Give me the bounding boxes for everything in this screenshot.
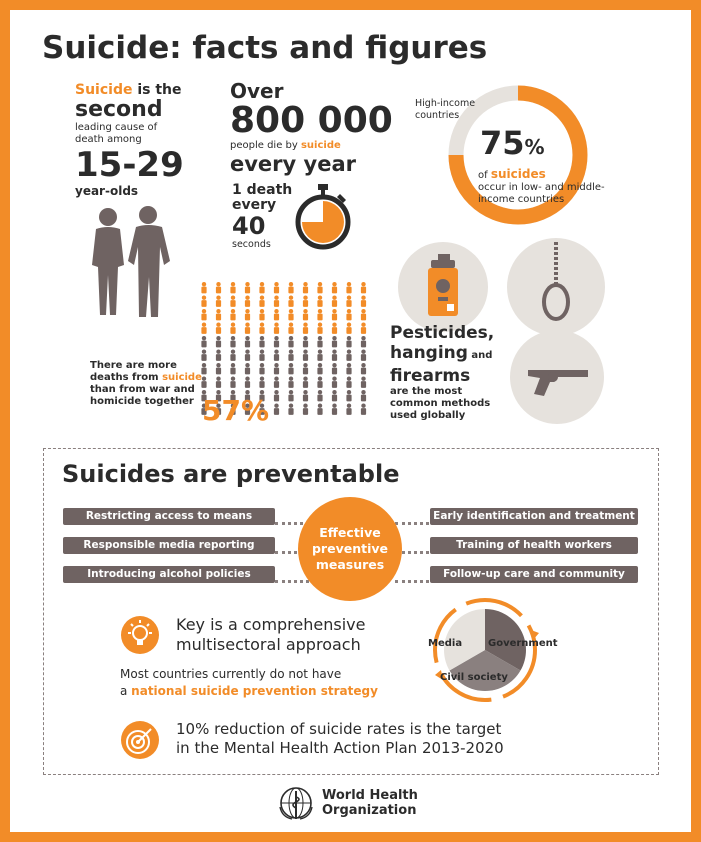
person-icon <box>303 390 308 401</box>
person-icon <box>245 336 250 347</box>
year-olds-text: year-olds <box>75 184 139 198</box>
person-icon <box>201 336 206 347</box>
person-icon <box>230 377 235 388</box>
person-icon <box>303 296 308 307</box>
national-strategy-text: national suicide prevention strategy <box>131 684 378 698</box>
key-approach-text <box>176 615 365 655</box>
person-icon <box>274 350 279 361</box>
person-icon <box>288 323 293 334</box>
person-icon <box>288 282 293 293</box>
measure-right-3: Follow-up care and community support <box>430 566 638 583</box>
person-icon <box>201 309 206 320</box>
person-icon <box>332 390 337 401</box>
pesticide-circle <box>398 242 488 332</box>
person-icon <box>346 350 351 361</box>
methods-text <box>390 323 530 422</box>
age-range: 15-29 <box>75 145 184 185</box>
person-icon <box>274 336 279 347</box>
deaths-number: 800 000 <box>230 100 393 141</box>
person-icon <box>361 323 366 334</box>
person-icon <box>245 350 250 361</box>
person-icon <box>201 296 206 307</box>
person-icon <box>216 282 221 293</box>
target-icon <box>120 720 160 760</box>
person-icon <box>332 377 337 388</box>
person-icon <box>259 296 264 307</box>
person-icon <box>303 404 308 415</box>
income-desc <box>478 168 638 206</box>
leading-cause-text: leading cause of death among <box>75 122 158 145</box>
a-text: a <box>120 684 132 698</box>
person-icon <box>346 390 351 401</box>
person-icon <box>332 323 337 334</box>
person-icon <box>317 296 322 307</box>
suicide-word-2: suicide <box>300 140 341 151</box>
target-text <box>176 720 504 758</box>
person-icon <box>361 309 366 320</box>
person-icon <box>288 296 293 307</box>
person-icon <box>274 296 279 307</box>
lightbulb-icon <box>120 615 160 655</box>
person-icon <box>346 323 351 334</box>
person-icon <box>361 336 366 347</box>
deaths-stat <box>230 80 400 176</box>
methods-desc: are the most common methods used globally <box>390 386 491 421</box>
person-icon <box>245 296 250 307</box>
percent-sign: % <box>524 135 545 159</box>
measure-right-1: Early identification and treatment <box>430 508 638 525</box>
person-icon <box>274 390 279 401</box>
target-line-2: in the Mental Health Action Plan 2013-2020 <box>176 739 504 757</box>
war-line2: than from war and homicide together <box>90 384 195 407</box>
person-icon <box>303 309 308 320</box>
prevention-title: Suicides are preventable <box>62 460 400 488</box>
person-icon <box>274 282 279 293</box>
person-icon <box>317 282 322 293</box>
target-line-1: 10% reduction of suicide rates is the target <box>176 720 502 738</box>
person-icon <box>288 309 293 320</box>
connector-right-3 <box>395 580 435 586</box>
effective-measures-circle <box>298 497 402 601</box>
person-icon <box>274 309 279 320</box>
measure-left-3: Introducing alcohol policies <box>63 566 275 583</box>
person-icon <box>201 323 206 334</box>
person-icon <box>259 377 264 388</box>
one-death-text: 1 death <box>232 182 293 198</box>
income-percent <box>480 124 545 162</box>
person-icon <box>361 363 366 374</box>
person-icon <box>332 404 337 415</box>
measure-left-2: Responsible media reporting <box>63 537 275 554</box>
person-icon <box>245 323 250 334</box>
strategy-text <box>120 666 378 700</box>
person-icon <box>332 282 337 293</box>
person-icon <box>361 390 366 401</box>
person-icon <box>274 377 279 388</box>
person-icon <box>361 350 366 361</box>
sector-civil-society: Civil society <box>440 672 508 683</box>
person-icon <box>288 363 293 374</box>
person-icon <box>317 377 322 388</box>
person-icon <box>332 350 337 361</box>
forty-text: 40 <box>232 212 266 240</box>
second-text: second <box>75 97 163 122</box>
key-line-1: Key is a comprehensive <box>176 615 366 634</box>
seconds-text: seconds <box>232 239 271 250</box>
person-icon <box>332 363 337 374</box>
who-name <box>322 788 418 818</box>
people-die-text: people die by <box>230 140 301 151</box>
every-year-text: every year <box>230 152 356 176</box>
person-icon <box>259 282 264 293</box>
person-icon <box>274 323 279 334</box>
person-icon <box>346 377 351 388</box>
person-icon <box>332 296 337 307</box>
person-icon <box>303 377 308 388</box>
who-line-2: Organization <box>322 803 417 818</box>
occur-text: occur in low- and middle-income countries <box>478 182 605 205</box>
person-icon <box>230 336 235 347</box>
person-icon <box>245 309 250 320</box>
center-line-1: Effective <box>319 525 381 540</box>
age-stat <box>75 82 215 198</box>
person-icon <box>245 282 250 293</box>
person-icon <box>259 323 264 334</box>
person-icon <box>274 363 279 374</box>
suicide-word-3: suicide <box>162 372 202 383</box>
person-icon <box>201 282 206 293</box>
person-icon <box>303 323 308 334</box>
measure-left-1: Restricting access to means <box>63 508 275 525</box>
person-icon <box>216 296 221 307</box>
person-icon <box>216 323 221 334</box>
measure-right-2: Training of health workers <box>430 537 638 554</box>
who-line-1: World Health <box>322 788 418 803</box>
person-icon <box>346 363 351 374</box>
over-text: Over <box>230 79 284 103</box>
person-icon <box>303 363 308 374</box>
person-icon <box>259 309 264 320</box>
war-text <box>90 360 215 408</box>
person-icon <box>288 336 293 347</box>
person-icon <box>317 363 322 374</box>
person-icon <box>346 296 351 307</box>
person-icon <box>259 336 264 347</box>
person-icon <box>332 336 337 347</box>
person-icon <box>230 309 235 320</box>
person-icon <box>346 309 351 320</box>
person-icon <box>317 350 322 361</box>
person-icon <box>361 282 366 293</box>
person-icon <box>303 282 308 293</box>
hanging-circle <box>507 238 605 336</box>
hanging-text: hanging <box>390 343 468 363</box>
person-icon <box>230 350 235 361</box>
person-icon <box>361 404 366 415</box>
person-icon <box>216 377 221 388</box>
most-countries-text: Most countries currently do not have <box>120 667 342 681</box>
person-icon <box>288 350 293 361</box>
person-icon <box>216 309 221 320</box>
person-icon <box>317 323 322 334</box>
person-icon <box>361 377 366 388</box>
person-icon <box>288 377 293 388</box>
person-icon <box>317 309 322 320</box>
pesticides-text: Pesticides, <box>390 323 495 343</box>
person-icon <box>303 336 308 347</box>
person-icon <box>317 390 322 401</box>
suicides-word: suicides <box>490 167 546 181</box>
person-icon <box>230 296 235 307</box>
person-icon <box>230 363 235 374</box>
suicide-word: Suicide <box>75 82 133 98</box>
person-icon <box>216 336 221 347</box>
sector-pie <box>413 595 553 705</box>
person-icon <box>259 363 264 374</box>
sector-government: Government <box>488 638 558 649</box>
percent-value: 75 <box>480 124 525 162</box>
person-icon <box>346 282 351 293</box>
person-icon <box>303 350 308 361</box>
every-text: every <box>232 197 277 213</box>
person-icon <box>361 296 366 307</box>
person-icon <box>346 404 351 415</box>
of-text: of <box>478 170 491 181</box>
war-line1: There are more deaths from <box>90 360 177 383</box>
page-title: Suicide: facts and figures <box>42 30 488 66</box>
center-line-2: preventive <box>311 541 388 556</box>
person-icon <box>274 404 279 415</box>
infographic-page <box>10 10 691 832</box>
firearms-text: firearms <box>390 366 471 386</box>
war-percent: 57% <box>202 394 270 427</box>
person-icon <box>245 363 250 374</box>
and-text: and <box>467 350 493 361</box>
key-line-2: multisectoral approach <box>176 635 361 654</box>
person-icon <box>216 363 221 374</box>
person-icon <box>245 377 250 388</box>
person-icon <box>230 282 235 293</box>
who-emblem-icon <box>276 783 316 823</box>
person-icon <box>317 404 322 415</box>
person-icon <box>259 350 264 361</box>
person-icon <box>288 404 293 415</box>
stopwatch-icon <box>288 182 358 252</box>
young-people-illustration <box>78 205 183 320</box>
person-icon <box>332 309 337 320</box>
person-icon <box>230 323 235 334</box>
high-income-label: High-income countries <box>415 98 476 121</box>
sector-media: Media <box>428 638 463 649</box>
person-icon <box>317 336 322 347</box>
person-icon <box>216 350 221 361</box>
is-the-text: is the <box>132 82 182 98</box>
person-icon <box>346 336 351 347</box>
center-line-3: measures <box>315 557 385 572</box>
person-icon <box>288 390 293 401</box>
